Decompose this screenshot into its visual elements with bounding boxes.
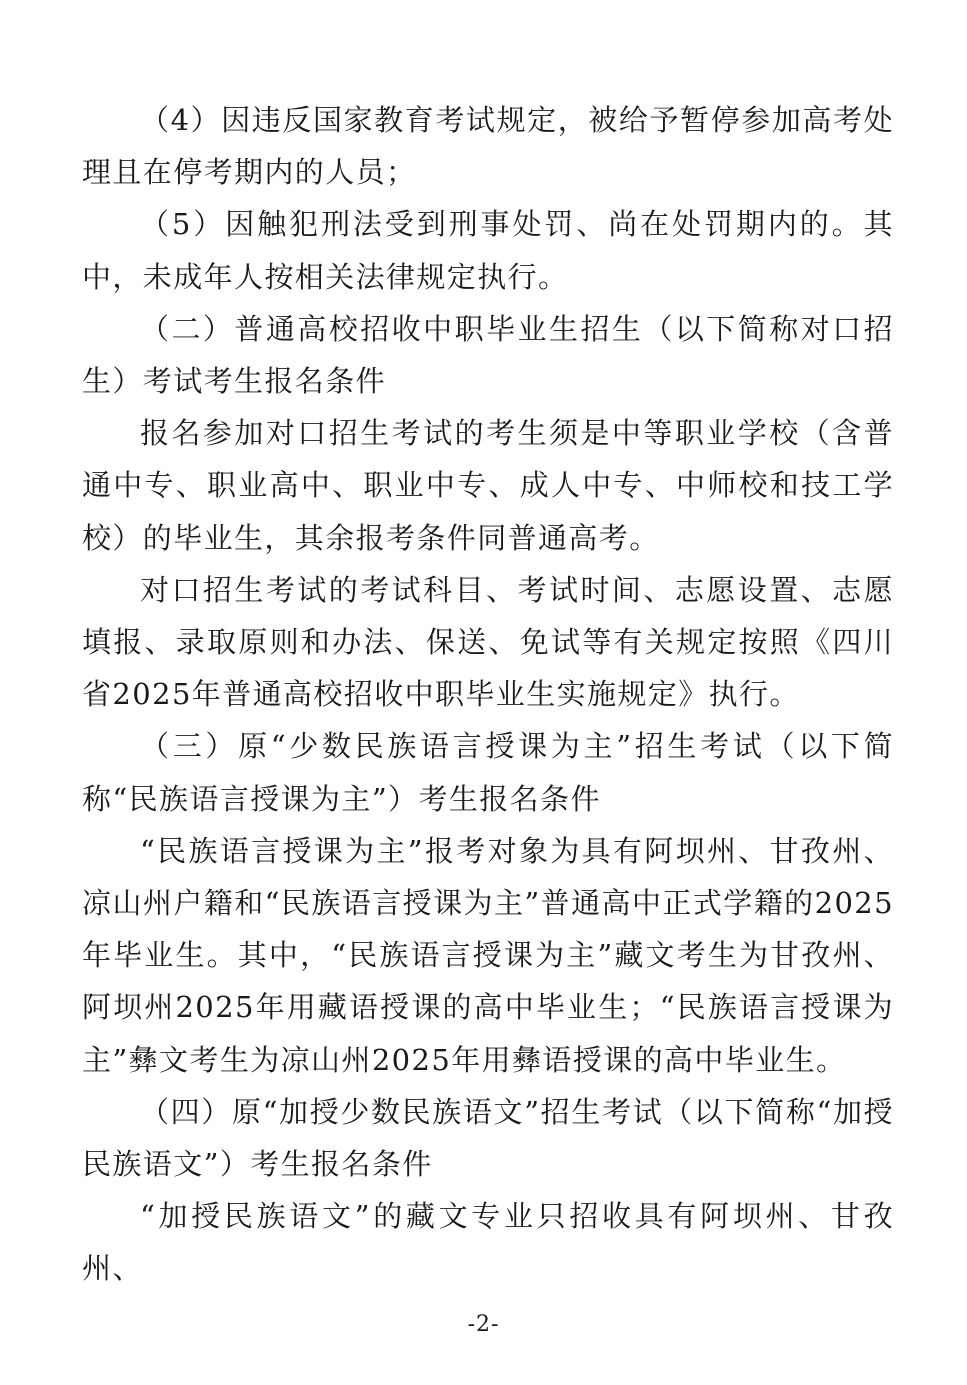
page-number: -2- [467, 1312, 500, 1337]
paragraph-vocational-eligibility: 报名参加对口招生考试的考生须是中等职业学校（含普通中专、职业高中、职业中专、成人中专、中师校和技工学校）的毕业生，其余报考条件同普通高考。 [82, 416, 894, 555]
paragraph-ethnic-language-eligibility: “民族语言授课为主”报考对象为具有阿坝州、甘孜州、凉山州户籍和“民族语言授课为主”普通高中正式学籍的2025年毕业生。其中，“民族语言授课为主”藏文考生为甘孜州、阿坝州2025年用藏语授课的高中毕业生；“民族语言授课为主”彝文考生为凉山州2025年用彝语授课的高中毕业生。 [82, 833, 894, 1077]
section-heading-ethnic-language-instruction: （三）原“少数民族语言授课为主”招生考试（以下简称“民族语言授课为主”）考生报名条件 [82, 729, 894, 816]
paragraph-tibetan-major-admission: “加授民族语文”的藏文专业只招收具有阿坝州、甘孜州、 [82, 1199, 894, 1286]
paragraph-vocational-rules: 对口招生考试的考试科目、考试时间、志愿设置、志愿填报、录取原则和办法、保送、免试等有关规定按照《四川省2025年普通高校招收中职毕业生实施规定》执行。 [82, 572, 894, 712]
document-body [82, 94, 894, 1295]
section-heading-additional-ethnic-language: （四）原“加授少数民族语文”招生考试（以下简称“加授民族语文”）考生报名条件 [82, 1094, 894, 1182]
paragraph-item-4-exclusion: （4）因违反国家教育考试规定，被给予暂停参加高考处理且在停考期内的人员； [82, 103, 894, 190]
paragraph-item-5-exclusion: （5）因触犯刑法受到刑事处罚、尚在处罚期内的。其中，未成年人按相关法律规定执行。 [82, 207, 894, 294]
section-heading-vocational-admission: （二）普通高校招收中职毕业生招生（以下简称对口招生）考试考生报名条件 [82, 311, 894, 399]
